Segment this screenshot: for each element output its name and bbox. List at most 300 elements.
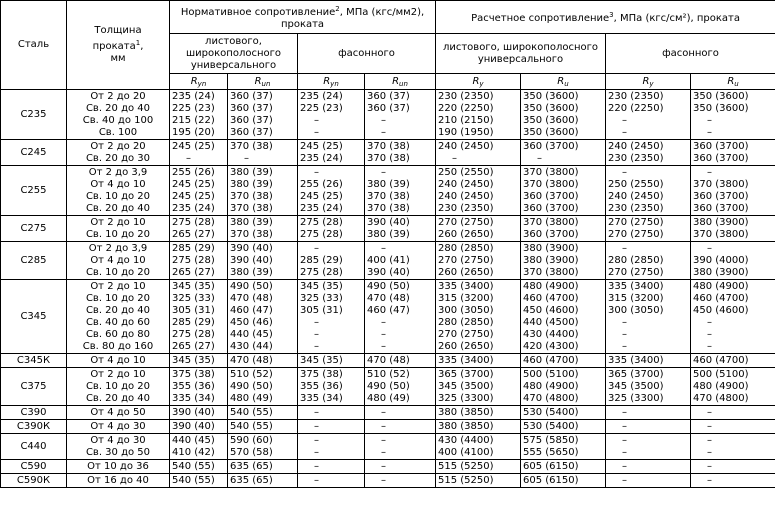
- thickness-range: Св. 10 до 20: [85, 292, 151, 304]
- value-cell: [436, 216, 521, 242]
- resistance-value: 490 (50): [367, 280, 410, 292]
- thickness-range: От 2 до 10: [90, 280, 146, 292]
- resistance-value: –: [381, 328, 386, 340]
- resistance-value: 390 (40): [172, 420, 215, 432]
- resistance-value: 220 (2250): [438, 102, 494, 114]
- value-cell: [228, 460, 298, 474]
- symbol-6: [606, 74, 691, 90]
- value-cell: [170, 420, 228, 434]
- thickness-cell: [67, 90, 170, 140]
- value-cell: [606, 166, 691, 216]
- resistance-value: 515 (5250): [438, 460, 494, 472]
- resistance-value: 540 (55): [230, 406, 273, 418]
- value-cell: [170, 166, 228, 216]
- value-cell: [691, 354, 775, 368]
- resistance-value: 300 (3050): [608, 304, 664, 316]
- symbol-subscript: un: [261, 79, 271, 88]
- table-row: [1, 354, 775, 368]
- thickness-cell: [67, 140, 170, 166]
- resistance-value: 370 (3800): [523, 178, 579, 190]
- steel-grade: С375: [1, 368, 67, 406]
- steel-grade: С345: [1, 280, 67, 354]
- symbol-letter: R: [190, 75, 198, 87]
- resistance-value: 540 (55): [230, 420, 273, 432]
- value-cell: [606, 460, 691, 474]
- value-cell: [606, 242, 691, 280]
- resistance-value: 350 (3600): [523, 114, 579, 126]
- resistance-value: 440 (4500): [523, 316, 579, 328]
- steel-grade: С255: [1, 166, 67, 216]
- header-calculated-label: Расчетное сопротивление: [471, 13, 610, 24]
- resistance-value: 240 (2450): [608, 190, 664, 202]
- resistance-value: –: [707, 126, 712, 138]
- value-cell: [521, 242, 606, 280]
- resistance-value: –: [452, 152, 457, 164]
- thickness-range: Св. 40 до 60: [85, 316, 151, 328]
- thickness-range: От 2 до 20: [90, 140, 146, 152]
- resistance-value: 430 (44): [230, 340, 273, 352]
- header-normative: [170, 1, 436, 34]
- steel-grade: С390: [1, 406, 67, 420]
- value-cell: [436, 166, 521, 216]
- thickness-range: От 4 до 30: [90, 434, 146, 446]
- table-row: [1, 140, 775, 166]
- resistance-value: 360 (3700): [523, 140, 579, 152]
- value-cell: [365, 406, 436, 420]
- value-cell: [606, 140, 691, 166]
- resistance-value: –: [314, 420, 319, 432]
- resistance-value: 370 (38): [230, 140, 273, 152]
- thickness-range: От 2 до 10: [90, 216, 146, 228]
- resistance-value: 335 (3400): [438, 280, 494, 292]
- value-cell: [521, 368, 606, 406]
- thickness-range: Св. 10 до 20: [85, 190, 151, 202]
- resistance-value: –: [381, 242, 386, 254]
- resistance-value: 215 (22): [172, 114, 215, 126]
- thickness-cell: [67, 406, 170, 420]
- resistance-value: 570 (58): [230, 446, 273, 458]
- value-cell: [298, 474, 365, 488]
- resistance-value: –: [314, 114, 319, 126]
- value-cell: [521, 166, 606, 216]
- resistance-value: 380 (39): [230, 178, 273, 190]
- resistance-value: 315 (3200): [608, 292, 664, 304]
- value-cell: [298, 216, 365, 242]
- resistance-value: 470 (48): [367, 354, 410, 366]
- resistance-value: 335 (3400): [438, 354, 494, 366]
- value-cell: [228, 216, 298, 242]
- table-row: [1, 460, 775, 474]
- resistance-value: –: [707, 114, 712, 126]
- resistance-value: 245 (25): [172, 190, 215, 202]
- resistance-value: 235 (24): [172, 202, 215, 214]
- thickness-cell: [67, 354, 170, 368]
- thickness-range: Св. 20 до 40: [85, 392, 151, 404]
- resistance-value: 460 (47): [230, 304, 273, 316]
- symbol-3: [365, 74, 436, 90]
- symbol-subscript: yn: [330, 79, 339, 88]
- value-cell: [298, 434, 365, 460]
- thickness-range: От 10 до 36: [87, 460, 149, 472]
- resistance-value: –: [622, 406, 627, 418]
- resistance-value: 370 (3800): [693, 228, 749, 240]
- thickness-range: Св. 20 до 40: [85, 202, 151, 214]
- resistance-value: 210 (2150): [438, 114, 494, 126]
- value-cell: [298, 368, 365, 406]
- thickness-range: Св. 10 до 20: [85, 266, 151, 278]
- resistance-value: 380 (3850): [438, 406, 494, 418]
- resistance-value: 510 (52): [367, 368, 410, 380]
- resistance-value: –: [381, 434, 386, 446]
- value-cell: [298, 420, 365, 434]
- resistance-value: –: [707, 474, 712, 486]
- resistance-value: 275 (28): [300, 266, 343, 278]
- resistance-value: –: [314, 474, 319, 486]
- resistance-value: 285 (29): [172, 316, 215, 328]
- resistance-value: 390 (4000): [693, 254, 749, 266]
- resistance-value: 470 (48): [230, 292, 273, 304]
- table-row: [1, 434, 775, 460]
- value-cell: [521, 406, 606, 420]
- resistance-value: 480 (4900): [523, 280, 579, 292]
- resistance-value: 440 (45): [230, 328, 273, 340]
- symbol-subscript: u: [734, 79, 739, 88]
- resistance-value: –: [244, 152, 249, 164]
- resistance-value: 390 (40): [367, 266, 410, 278]
- resistance-value: –: [622, 420, 627, 432]
- resistance-value: 360 (3700): [693, 202, 749, 214]
- resistance-value: 190 (1950): [438, 126, 494, 138]
- resistance-value: 360 (37): [230, 102, 273, 114]
- resistance-value: –: [314, 340, 319, 352]
- resistance-value: 235 (24): [300, 90, 343, 102]
- symbol-letter: R: [323, 75, 331, 87]
- resistance-value: 240 (2450): [438, 190, 494, 202]
- resistance-value: 370 (3800): [523, 166, 579, 178]
- resistance-value: –: [622, 328, 627, 340]
- resistance-value: 360 (37): [230, 126, 273, 138]
- value-cell: [228, 90, 298, 140]
- symbol-7: [691, 74, 775, 90]
- value-cell: [170, 460, 228, 474]
- resistance-value: 450 (4600): [693, 304, 749, 316]
- value-cell: [298, 280, 365, 354]
- resistance-value: 365 (3700): [608, 368, 664, 380]
- resistance-value: 460 (4700): [523, 354, 579, 366]
- header-normative-rest: , МПа (кгс/мм2), проката: [280, 7, 425, 30]
- steel-grade: С390К: [1, 420, 67, 434]
- symbol-letter: R: [642, 75, 650, 87]
- value-cell: [606, 216, 691, 242]
- resistance-value: 345 (35): [172, 354, 215, 366]
- resistance-value: –: [707, 446, 712, 458]
- symbol-letter: R: [392, 75, 400, 87]
- resistance-value: –: [707, 340, 712, 352]
- resistance-value: 240 (2450): [438, 178, 494, 190]
- resistance-value: 350 (3600): [693, 102, 749, 114]
- resistance-value: 245 (25): [172, 140, 215, 152]
- resistance-value: 430 (4400): [438, 434, 494, 446]
- resistance-value: 325 (33): [172, 292, 215, 304]
- table-row: [1, 406, 775, 420]
- resistance-value: 285 (29): [172, 242, 215, 254]
- table-row: [1, 90, 775, 140]
- steel-grade: С275: [1, 216, 67, 242]
- resistance-value: –: [381, 340, 386, 352]
- thickness-range: Св. 10 до 20: [85, 380, 151, 392]
- resistance-value: 355 (36): [172, 380, 215, 392]
- value-cell: [691, 242, 775, 280]
- resistance-value: –: [381, 316, 386, 328]
- value-cell: [691, 166, 775, 216]
- resistance-value: 360 (37): [367, 90, 410, 102]
- resistance-value: 280 (2850): [438, 242, 494, 254]
- resistance-value: 315 (3200): [438, 292, 494, 304]
- value-cell: [298, 140, 365, 166]
- resistance-value: 345 (3500): [608, 380, 664, 392]
- resistance-value: 380 (39): [230, 216, 273, 228]
- value-cell: [298, 90, 365, 140]
- resistance-value: 510 (52): [230, 368, 273, 380]
- header-normative-footnote: 2: [335, 5, 340, 13]
- resistance-value: 270 (2750): [608, 216, 664, 228]
- thickness-range: От 2 до 3,9: [88, 166, 148, 178]
- value-cell: [365, 420, 436, 434]
- header-calculated-footnote: 3: [609, 11, 614, 19]
- resistance-value: 230 (2350): [438, 202, 494, 214]
- resistance-value: 230 (2350): [608, 152, 664, 164]
- value-cell: [365, 368, 436, 406]
- value-cell: [436, 460, 521, 474]
- thickness-range: Св. 20 до 40: [85, 102, 151, 114]
- table-row: [1, 420, 775, 434]
- resistance-value: 575 (5850): [523, 434, 579, 446]
- value-cell: [298, 460, 365, 474]
- resistance-value: –: [381, 420, 386, 432]
- resistance-value: 470 (48): [367, 292, 410, 304]
- value-cell: [365, 140, 436, 166]
- resistance-value: 605 (6150): [523, 474, 579, 486]
- resistance-value: 380 (39): [230, 166, 273, 178]
- resistance-value: 350 (3600): [523, 102, 579, 114]
- resistance-value: 345 (35): [300, 354, 343, 366]
- value-cell: [170, 406, 228, 420]
- resistance-value: 480 (4900): [693, 380, 749, 392]
- resistance-value: 270 (2750): [608, 266, 664, 278]
- symbol-subscript: yn: [197, 79, 207, 88]
- value-cell: [521, 434, 606, 460]
- thickness-range: От 4 до 30: [90, 420, 146, 432]
- resistance-value: –: [381, 460, 386, 472]
- resistance-value: 360 (3700): [523, 202, 579, 214]
- resistance-value: 275 (28): [172, 328, 215, 340]
- resistance-value: 450 (4600): [523, 304, 579, 316]
- resistance-value: 245 (25): [300, 190, 343, 202]
- value-cell: [606, 280, 691, 354]
- value-cell: [691, 460, 775, 474]
- value-cell: [170, 242, 228, 280]
- resistance-value: 540 (55): [172, 460, 215, 472]
- thickness-range: От 4 до 50: [90, 406, 146, 418]
- resistance-value: 335 (3400): [608, 354, 664, 366]
- resistance-value: –: [707, 166, 712, 178]
- value-cell: [521, 90, 606, 140]
- resistance-value: –: [622, 340, 627, 352]
- resistance-value: 240 (2450): [608, 140, 664, 152]
- resistance-value: 360 (37): [367, 102, 410, 114]
- resistance-value: 230 (2350): [608, 202, 664, 214]
- value-cell: [365, 90, 436, 140]
- resistance-value: 390 (40): [230, 242, 273, 254]
- value-cell: [170, 216, 228, 242]
- thickness-range: Св. 100: [98, 126, 138, 138]
- value-cell: [228, 474, 298, 488]
- resistance-value: –: [314, 446, 319, 458]
- resistance-value: –: [622, 474, 627, 486]
- steel-grade: С235: [1, 90, 67, 140]
- resistance-value: 195 (20): [172, 126, 215, 138]
- thickness-range: Св. 30 до 50: [85, 446, 151, 458]
- thickness-range: От 4 до 10: [90, 354, 146, 366]
- resistance-value: 225 (23): [172, 102, 215, 114]
- header-calculated-sheet: листового, широкополосного универсального: [436, 34, 606, 74]
- resistance-value: 515 (5250): [438, 474, 494, 486]
- value-cell: [521, 420, 606, 434]
- thickness-cell: [67, 166, 170, 216]
- resistance-value: 245 (25): [300, 140, 343, 152]
- resistance-value: 400 (41): [367, 254, 410, 266]
- thickness-cell: [67, 460, 170, 474]
- resistance-value: 265 (27): [172, 228, 215, 240]
- value-cell: [365, 474, 436, 488]
- resistance-value: 490 (50): [367, 380, 410, 392]
- header-calculated: [436, 1, 775, 34]
- resistance-value: 220 (2250): [608, 102, 664, 114]
- resistance-value: –: [622, 242, 627, 254]
- symbol-subscript: y: [649, 79, 654, 88]
- resistance-value: 275 (28): [300, 216, 343, 228]
- resistance-value: 390 (40): [230, 254, 273, 266]
- resistance-value: 430 (4400): [523, 328, 579, 340]
- value-cell: [691, 140, 775, 166]
- value-cell: [691, 90, 775, 140]
- resistance-value: –: [314, 316, 319, 328]
- resistance-value: –: [707, 242, 712, 254]
- value-cell: [298, 166, 365, 216]
- value-cell: [436, 420, 521, 434]
- resistance-value: 480 (4900): [523, 380, 579, 392]
- thickness-range: Св. 20 до 40: [85, 304, 151, 316]
- resistance-value: 335 (3400): [608, 280, 664, 292]
- value-cell: [436, 406, 521, 420]
- value-cell: [521, 216, 606, 242]
- resistance-value: 325 (3300): [608, 392, 664, 404]
- value-cell: [436, 354, 521, 368]
- resistance-value: 530 (5400): [523, 406, 579, 418]
- thickness-cell: [67, 216, 170, 242]
- resistance-value: 345 (35): [172, 280, 215, 292]
- resistance-value: 235 (24): [300, 202, 343, 214]
- resistance-value: 230 (2350): [438, 90, 494, 102]
- header-normative-label: Нормативное сопротивление: [180, 7, 336, 18]
- resistance-value: 400 (4100): [438, 446, 494, 458]
- value-cell: [691, 216, 775, 242]
- resistance-value: 255 (26): [300, 178, 343, 190]
- resistance-value: 350 (3600): [693, 90, 749, 102]
- value-cell: [228, 406, 298, 420]
- resistance-value: 270 (2750): [438, 328, 494, 340]
- resistance-value: 370 (38): [230, 228, 273, 240]
- resistance-value: –: [622, 316, 627, 328]
- resistance-value: 380 (3900): [523, 242, 579, 254]
- value-cell: [365, 354, 436, 368]
- steel-grade: С590К: [1, 474, 67, 488]
- resistance-value: 240 (2450): [438, 140, 494, 152]
- resistance-value: 350 (3600): [523, 90, 579, 102]
- resistance-value: 410 (42): [172, 446, 215, 458]
- resistance-value: 470 (4800): [693, 392, 749, 404]
- header-thickness: Толщина проката$^1$, мм: [67, 1, 170, 90]
- value-cell: [170, 280, 228, 354]
- resistance-value: 380 (39): [230, 266, 273, 278]
- resistance-value: –: [707, 460, 712, 472]
- resistance-value: 470 (48): [230, 354, 273, 366]
- table-row: [1, 368, 775, 406]
- value-cell: [298, 354, 365, 368]
- resistance-value: 250 (2550): [438, 166, 494, 178]
- value-cell: [228, 434, 298, 460]
- resistance-value: 380 (39): [367, 228, 410, 240]
- resistance-value: 635 (65): [230, 474, 273, 486]
- resistance-value: 490 (50): [230, 280, 273, 292]
- value-cell: [691, 420, 775, 434]
- resistance-value: 305 (31): [172, 304, 215, 316]
- resistance-value: 285 (29): [300, 254, 343, 266]
- resistance-value: 370 (3800): [693, 178, 749, 190]
- resistance-value: 500 (5100): [693, 368, 749, 380]
- thickness-cell: [67, 242, 170, 280]
- resistance-value: 540 (55): [172, 474, 215, 486]
- resistance-value: 460 (47): [367, 304, 410, 316]
- resistance-value: 360 (37): [230, 90, 273, 102]
- value-cell: [521, 140, 606, 166]
- symbol-0: [170, 74, 228, 90]
- table-row: [1, 216, 775, 242]
- value-cell: [436, 90, 521, 140]
- resistance-value: 370 (3800): [523, 266, 579, 278]
- thickness-range: Св. 60 до 80: [85, 328, 151, 340]
- resistance-value: 450 (46): [230, 316, 273, 328]
- resistance-value: 360 (3700): [523, 190, 579, 202]
- value-cell: [521, 474, 606, 488]
- table-row: [1, 474, 775, 488]
- resistance-value: 480 (49): [230, 392, 273, 404]
- thickness-cell: [67, 368, 170, 406]
- resistance-value: 270 (2750): [608, 228, 664, 240]
- resistance-value: 605 (6150): [523, 460, 579, 472]
- resistance-value: –: [314, 242, 319, 254]
- symbol-2: [298, 74, 365, 90]
- thickness-cell: [67, 280, 170, 354]
- resistance-value: 380 (3900): [693, 216, 749, 228]
- resistance-value: –: [381, 446, 386, 458]
- resistance-value: –: [381, 474, 386, 486]
- resistance-value: 360 (3700): [693, 152, 749, 164]
- value-cell: [606, 90, 691, 140]
- thickness-range: От 4 до 10: [90, 178, 146, 190]
- resistance-value: 305 (31): [300, 304, 343, 316]
- value-cell: [365, 434, 436, 460]
